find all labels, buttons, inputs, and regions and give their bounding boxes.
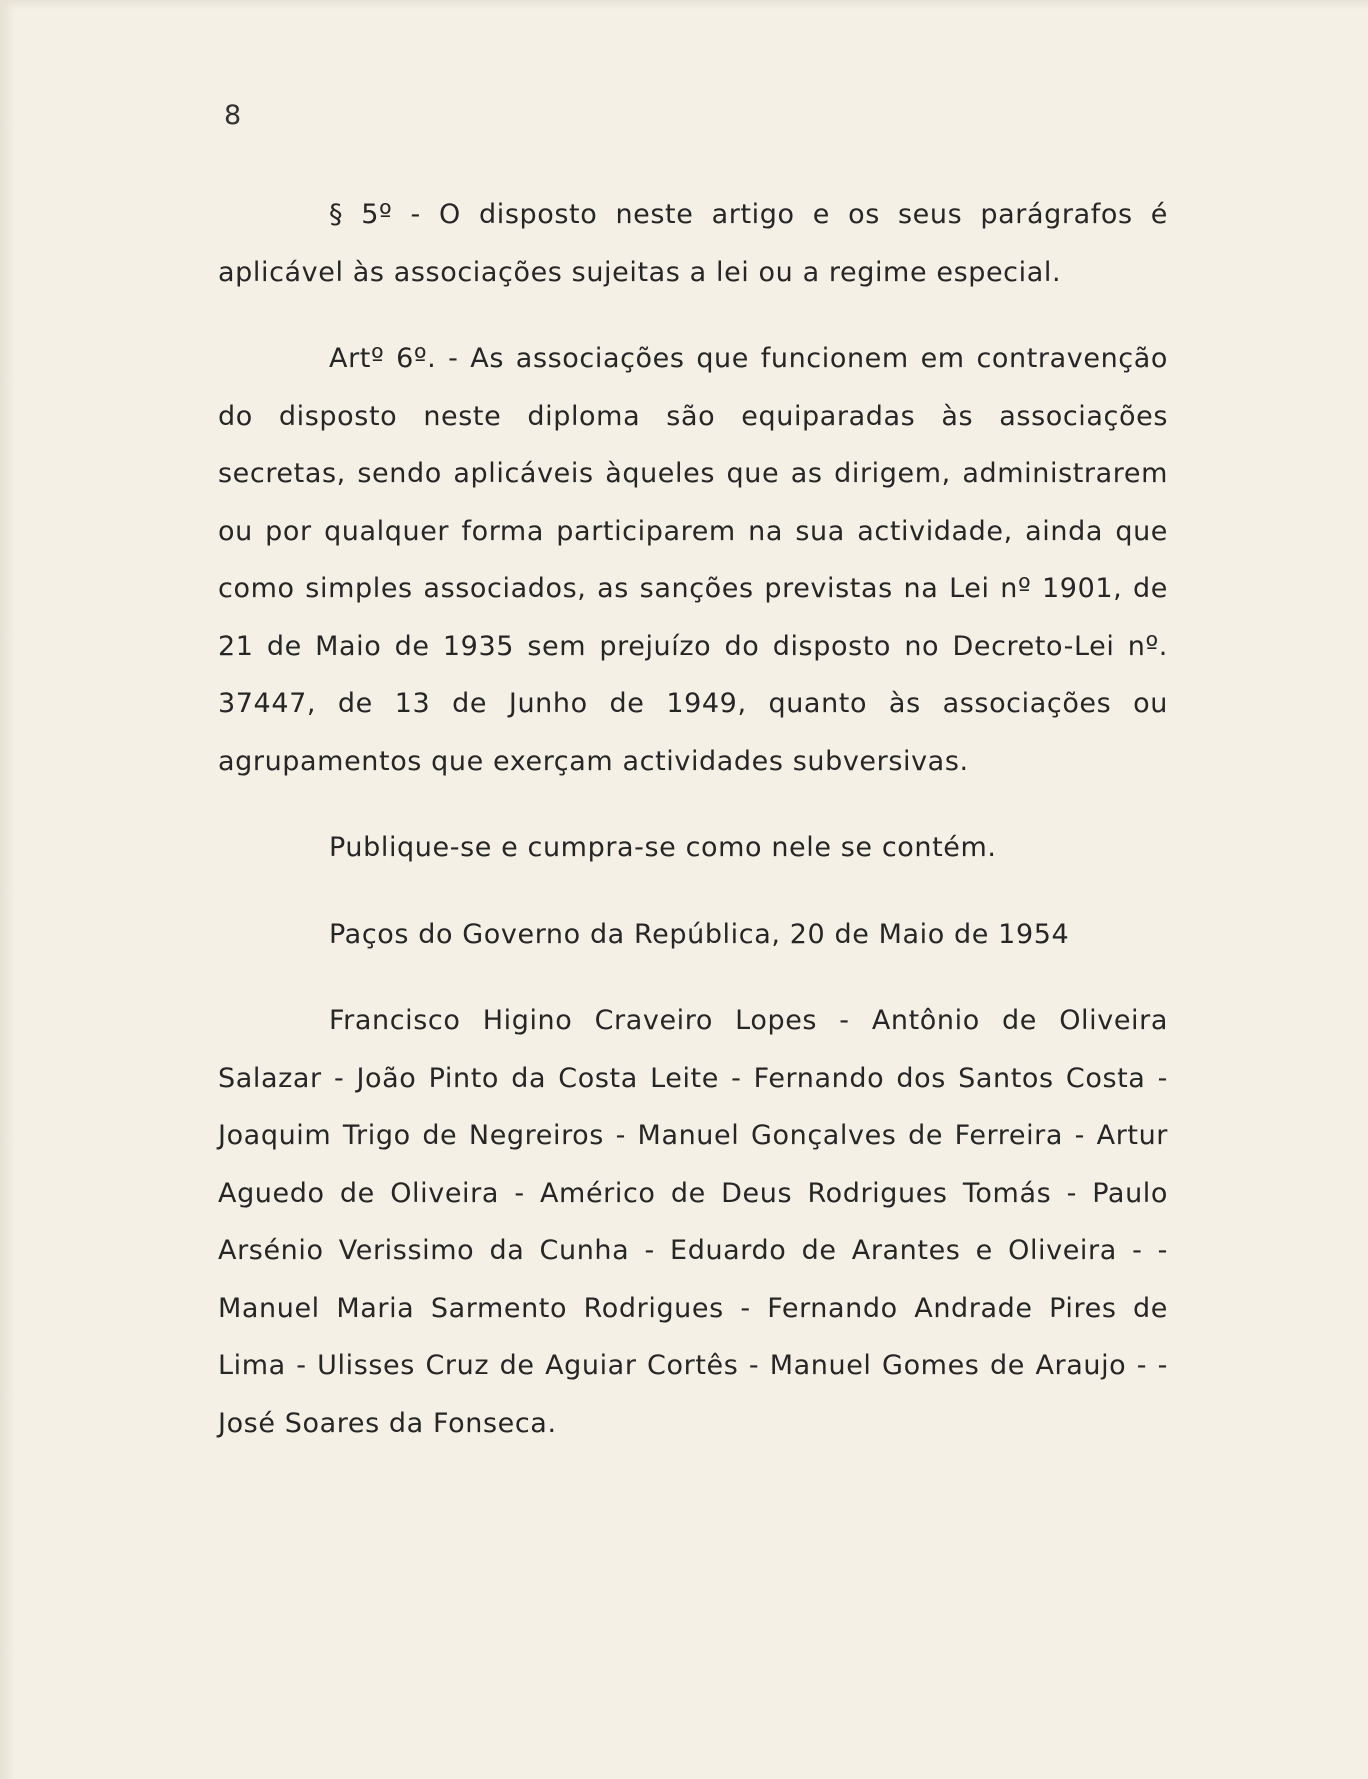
signatories-list: Francisco Higino Craveiro Lopes - Antônio de Oliveira Salazar - João Pinto da Costa Leite - Fernando dos Santos Costa - Joaquim Trigo de Negreiros - Manuel Gonçalves de Ferreira - Artur Aguedo de Oliveira - Américo de Deus Rodrigues Tomás - Paulo Arsénio Verissimo da Cunha - Eduardo de Arantes e Oliveira - - Manuel Maria Sarmento Rodrigues - Fernando Andrade Pires de Lima - Ulisses Cruz de Aguiar Cortês - Manuel Gomes de Araujo - - José Soares da Fonseca. [218,1005,1168,1439]
paragraph-publication-order: Publique-se e cumpra-se como nele se contém. [329,832,997,863]
document-body [218,186,1168,1452]
page-number: 8 [224,100,242,131]
paragraph-section-5: § 5º - O disposto neste artigo e os seus parágrafos é aplicável às associações sujeitas a lei ou a regime especial. [218,199,1168,288]
date-line: Paços do Governo da República, 20 de Maio de 1954 [329,918,1070,950]
paragraph-article-6: Artº 6º. - As associações que funcionem em contravenção do disposto neste diploma são equiparadas às associações secretas, sendo aplicáveis àqueles que as dirigem, administrarem ou por qualquer forma participarem na sua actividade, ainda que como simples associados, as sanções previstas na Lei nº 1901, de 21 de Maio de 1935 sem prejuízo do disposto no Decreto-Lei nº. 37447, de 13 de Junho de 1949, quanto às associações ou agrupamentos que exerçam actividades subversivas. [218,343,1168,777]
